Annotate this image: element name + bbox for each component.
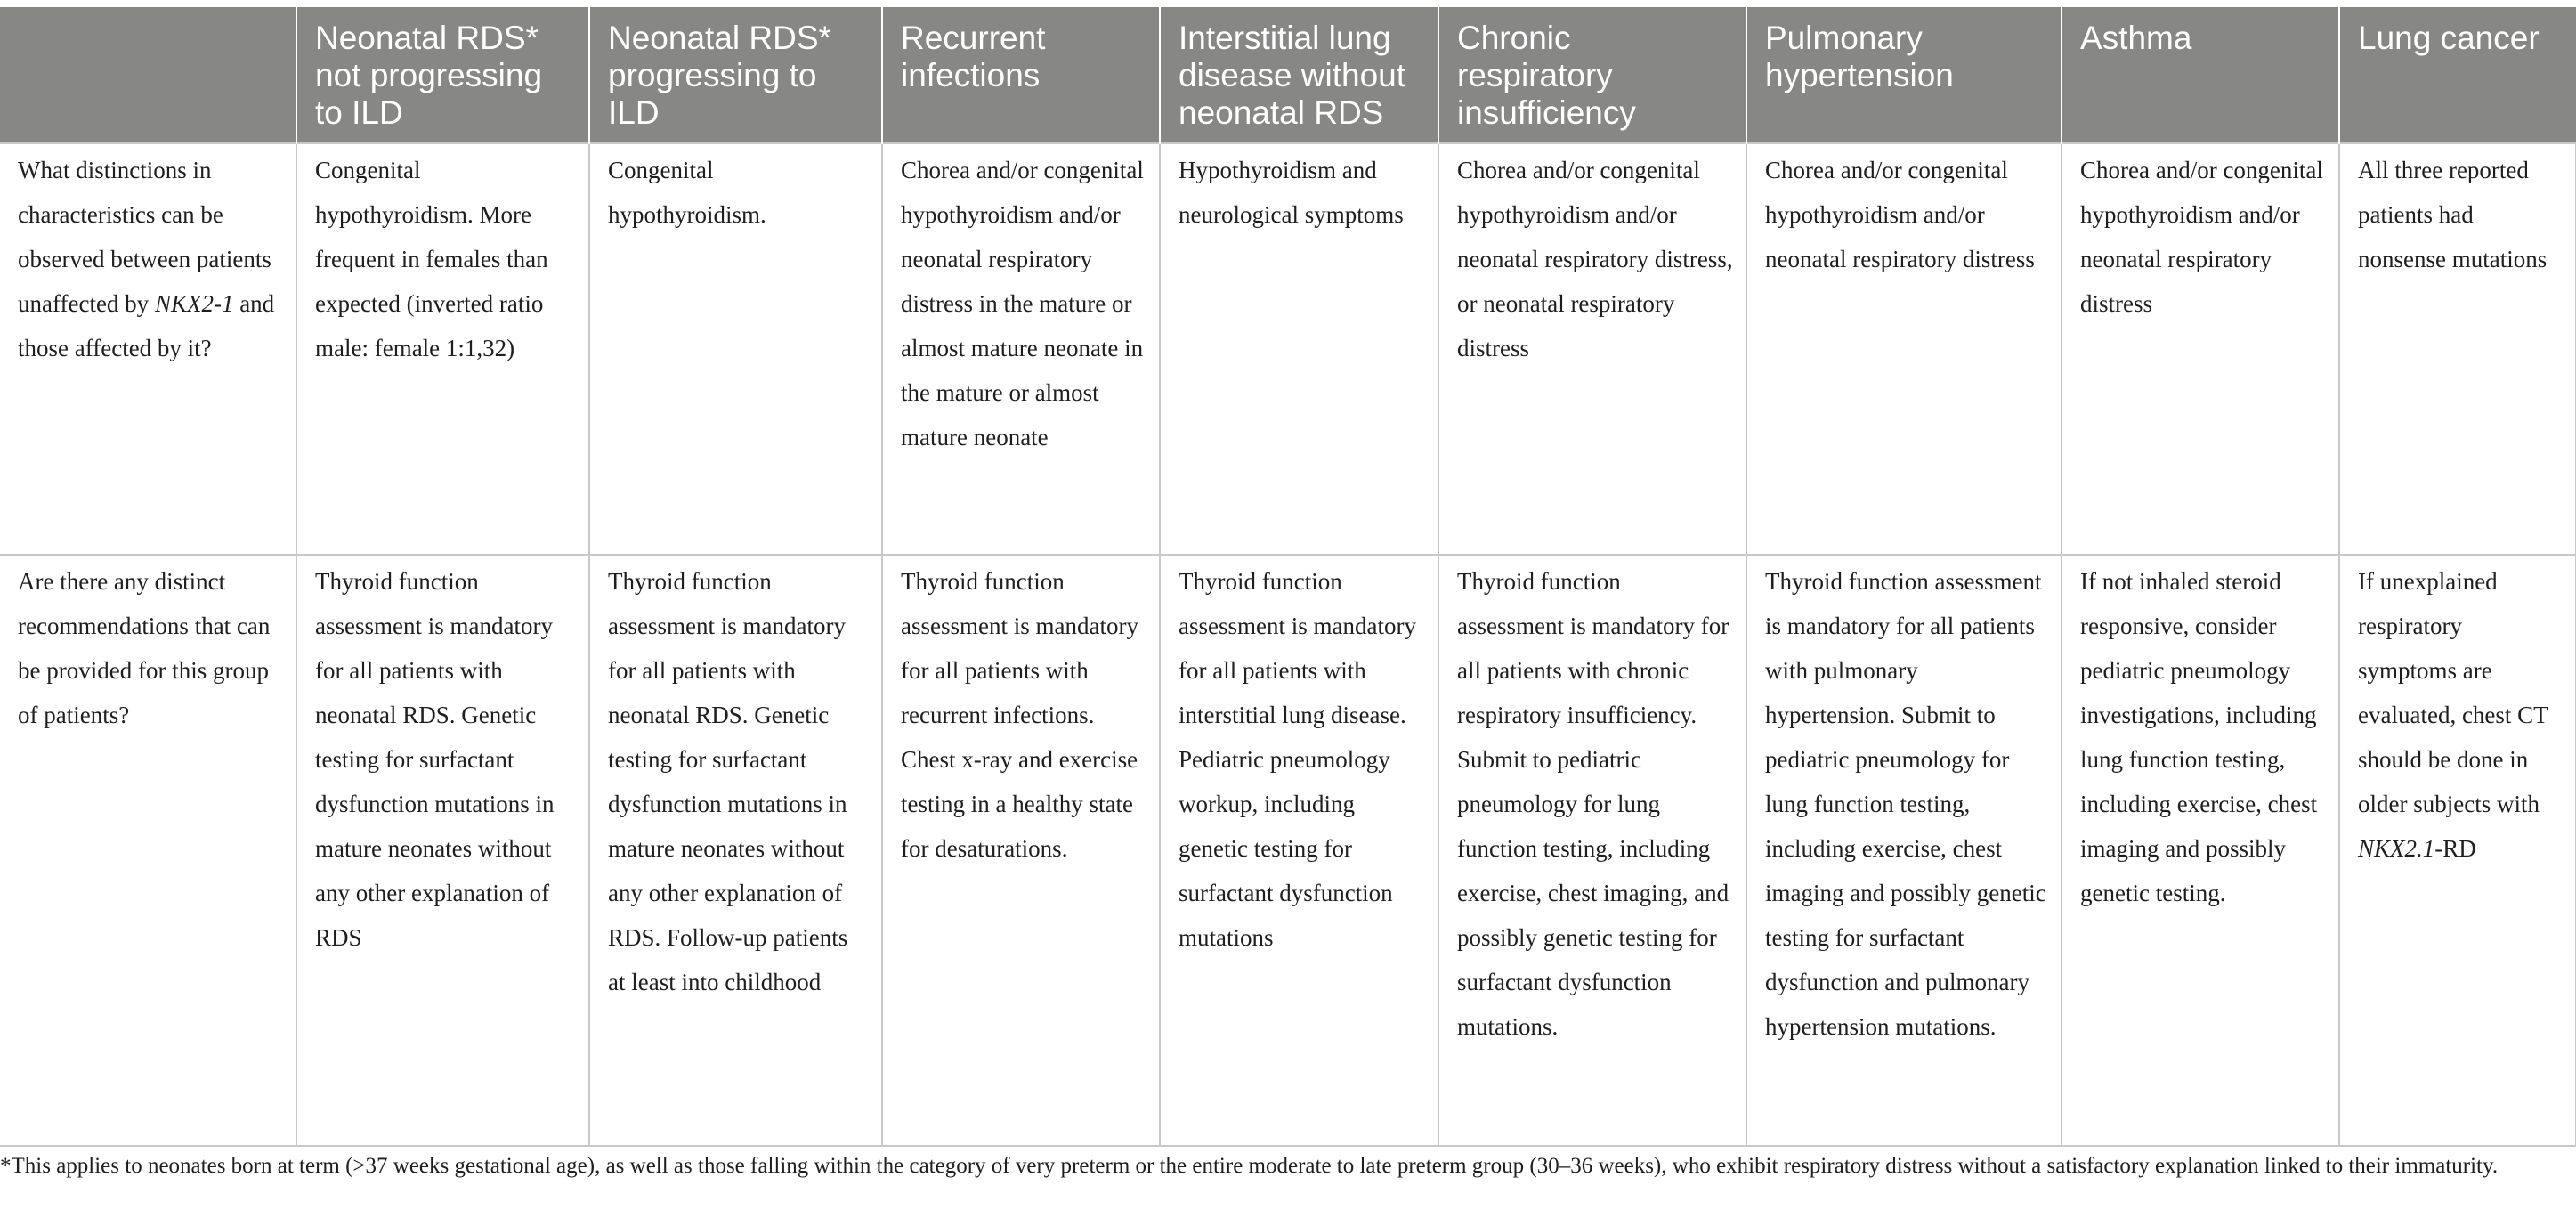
- table-cell: All three reported patients had nonsense mutations: [2339, 143, 2576, 555]
- table-row: [0, 143, 2576, 555]
- table-cell: Thyroid function assessment is mandatory for all patients with chronic respiratory insufficiency. Submit to pediatric pneumology for lung function testing, including exercise, chest imaging, and possibly genetic testing for surfactant dysfunction mutations.: [1438, 555, 1746, 1146]
- table-cell-lung-cancer: [2339, 555, 2576, 1146]
- table-cell: Thyroid function assessment is mandatory for all patients with neonatal RDS. Genetic testing for surfactant dysfunction mutations in mature neonates without any other explanation of RDS: [296, 555, 589, 1146]
- header-pulmonary-hypertension: Pulmonary hypertension: [1746, 7, 2062, 143]
- header-lung-cancer: Lung cancer: [2339, 7, 2576, 143]
- gene-name: NKX2-1: [154, 290, 234, 317]
- table-cell: Chorea and/or congenital hypothyroidism and/or neonatal respiratory distress: [2062, 143, 2339, 555]
- table-container: [0, 7, 2576, 1147]
- lung-cancer-text-post: -RD: [2434, 835, 2476, 862]
- table-cell: Hypothyroidism and neurological symptoms: [1160, 143, 1438, 555]
- nkx2-1-recommendations-table: [0, 7, 2576, 1147]
- header-chronic-respiratory-insufficiency: Chronic respiratory insufficiency: [1438, 7, 1746, 143]
- table-cell: Thyroid function assessment is mandatory for all patients with interstitial lung disease. Pediatric pneumology workup, including genetic testing for surfactant dysfunction mutations: [1160, 555, 1438, 1146]
- table-cell: Congenital hypothyroidism. More frequent in females than expected (inverted ratio male: female 1:1,32): [296, 143, 589, 555]
- header-recurrent-infections: Recurrent infections: [882, 7, 1160, 143]
- question-text-pre: What distinctions in characteristics can be observed between patients unaffected by: [18, 157, 271, 317]
- gene-name: NKX2.1: [2358, 835, 2435, 862]
- table-row: [0, 555, 2576, 1146]
- header-empty: [0, 7, 296, 143]
- table-cell: Thyroid function assessment is mandatory for all patients with pulmonary hypertension. Submit to pediatric pneumology for lung function testing, including exercise, chest imaging and possibly genetic testing for surfactant dysfunction and pulmonary hypertension mutations.: [1746, 555, 2062, 1146]
- header-row: [0, 7, 2576, 143]
- row-question-distinctions: [0, 143, 296, 555]
- table-cell: Congenital hypothyroidism.: [589, 143, 882, 555]
- table-cell: Thyroid function assessment is mandatory for all patients with neonatal RDS. Genetic testing for surfactant dysfunction mutations in mature neonates without any other explanation of RDS. Follow-up patients at least into childhood: [589, 555, 882, 1146]
- table-cell: Thyroid function assessment is mandatory for all patients with recurrent infections. Chest x-ray and exercise testing in a healthy state for desaturations.: [882, 555, 1160, 1146]
- row-question-recommendations: Are there any distinct recommendations that can be provided for this group of patients?: [0, 555, 296, 1146]
- table-cell: Chorea and/or congenital hypothyroidism and/or neonatal respiratory distress, or neonatal respiratory distress: [1438, 143, 1746, 555]
- header-asthma: Asthma: [2062, 7, 2339, 143]
- header-rds-progressing: Neonatal RDS* progressing to ILD: [589, 7, 882, 143]
- table-cell: If not inhaled steroid responsive, consider pediatric pneumology investigations, including lung function testing, including exercise, chest imaging and possibly genetic testing.: [2062, 555, 2339, 1146]
- table-footnote: *This applies to neonates born at term (>37 weeks gestational age), as well as those falling within the category of very preterm or the entire moderate to late preterm group (30–36 weeks), who exhibit respiratory distress without a satisfactory explanation linked to their immaturity.: [0, 1154, 2499, 1178]
- header-rds-not-progressing: Neonatal RDS* not progressing to ILD: [296, 7, 589, 143]
- header-ild-without-rds: Interstitial lung disease without neonatal RDS: [1160, 7, 1438, 143]
- question-text-post: and those affected by it?: [18, 290, 275, 361]
- table-cell: Chorea and/or congenital hypothyroidism and/or neonatal respiratory distress in the mature or almost mature neonate in the mature or almost mature neonate: [882, 143, 1160, 555]
- table-cell: Chorea and/or congenital hypothyroidism and/or neonatal respiratory distress: [1746, 143, 2062, 555]
- lung-cancer-text-pre: If unexplained respiratory symptoms are evaluated, chest CT should be done in older subjects with: [2358, 568, 2548, 817]
